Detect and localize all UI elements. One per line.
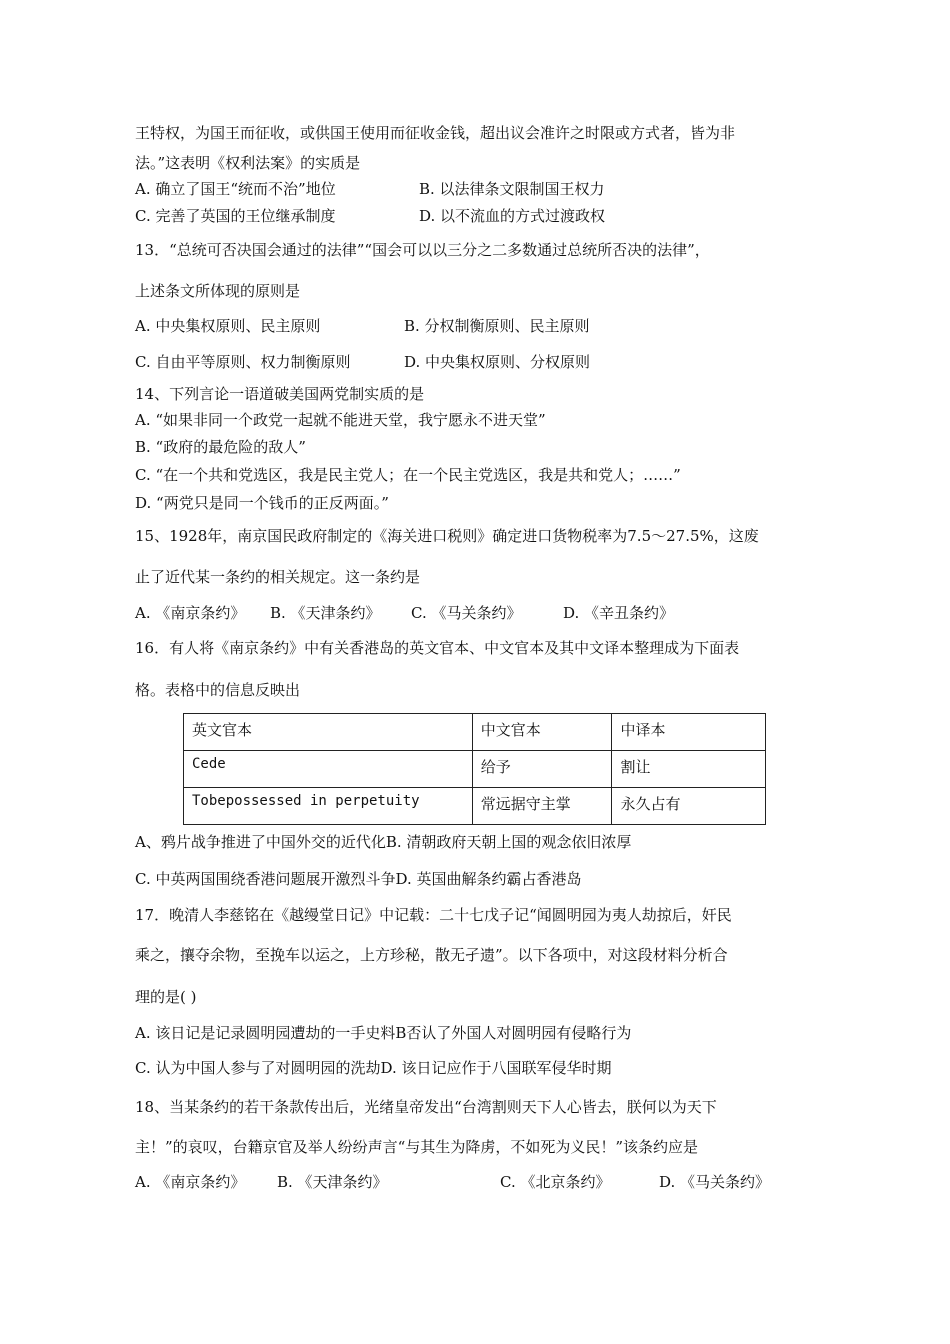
- q15-option-b: B. 《天津条约》: [270, 604, 381, 622]
- q15-option-d: D. 《辛丑条约》: [563, 604, 675, 622]
- q13-option-c: C. 自由平等原则、权力制衡原则: [135, 353, 351, 371]
- q16-options-cd: C. 中英两国围绕香港问题展开激烈斗争D. 英国曲解条约霸占香港岛: [135, 870, 582, 888]
- table-row: [184, 751, 766, 788]
- q15-option-a: A. 《南京条约》: [135, 604, 246, 622]
- q13-option-a: A. 中央集权原则、民主原则: [135, 317, 321, 335]
- table-cell: 割让: [612, 751, 766, 788]
- q15-option-c: C. 《马关条约》: [411, 604, 522, 622]
- q14-option-c: C. “在一个共和党选区，我是民主党人；在一个民主党选区，我是共和党人；……”: [135, 466, 681, 484]
- q15-stem-line-2: 止了近代某一条约的相关规定。这一条约是: [135, 568, 421, 586]
- table-header-row: [184, 714, 766, 751]
- q18-option-b: B. 《天津条约》: [277, 1173, 388, 1191]
- q12-option-a: A. 确立了国王“统而不治”地位: [135, 180, 336, 198]
- table-cell: 永久占有: [612, 788, 766, 825]
- q13-option-b: B. 分权制衡原则、民主原则: [404, 317, 590, 335]
- table-cell: 常远据守主掌: [472, 788, 612, 825]
- table-cell: 给予: [472, 751, 612, 788]
- table-header-cell: 英文官本: [184, 714, 473, 751]
- q17-stem-line-3: 理的是( ): [135, 988, 197, 1006]
- treaty-translation-table: [183, 713, 766, 825]
- table-cell: Tobepossessed in perpetuity: [184, 788, 473, 825]
- q18-option-a: A. 《南京条约》: [135, 1173, 246, 1191]
- q12-option-d: D. 以不流血的方式过渡政权: [419, 207, 606, 225]
- q14-stem: 14、下列言论一语道破美国两党制实质的是: [135, 385, 425, 403]
- table-row: [184, 788, 766, 825]
- q16-options-ab: A、鸦片战争推进了中国外交的近代化B. 清朝政府天朝上国的观念依旧浓厚: [135, 833, 632, 851]
- q13-stem-line-2: 上述条文所体现的原则是: [135, 282, 301, 300]
- q16-stem-line-2: 格。表格中的信息反映出: [135, 681, 301, 699]
- table-header-cell: 中译本: [612, 714, 766, 751]
- q13-stem-line-1: 13．“总统可否决国会通过的法律”“国会可以以三分之二多数通过总统所否决的法律”，: [135, 241, 710, 259]
- table-header-cell: 中文官本: [472, 714, 612, 751]
- q12-option-b: B. 以法律条文限制国王权力: [419, 180, 605, 198]
- q16-stem-line-1: 16．有人将《南京条约》中有关香港岛的英文官本、中文官本及其中文译本整理成为下面表: [135, 639, 740, 657]
- q14-option-d: D. “两党只是同一个钱币的正反两面。”: [135, 494, 389, 512]
- q12-text-line-1: 王特权，为国王而征收，或供国王使用而征收金钱，超出议会准许之时限或方式者，皆为非: [135, 124, 736, 142]
- q17-options-ab: A. 该日记是记录圆明园遭劫的一手史料B否认了外国人对圆明园有侵略行为: [135, 1024, 632, 1042]
- q18-option-d: D. 《马关条约》: [659, 1173, 771, 1191]
- q18-stem-line-2: 主！”的哀叹，台籍京官及举人纷纷声言“与其生为降虏，不如死为义民！”该条约应是: [135, 1138, 699, 1156]
- q18-stem-line-1: 18、当某条约的若干条款传出后，光绪皇帝发出“台湾割则天下人心皆去，朕何以为天下: [135, 1098, 717, 1116]
- q14-option-a: A. “如果非同一个政党一起就不能进天堂，我宁愿永不进天堂”: [135, 411, 546, 429]
- q17-options-cd: C. 认为中国人参与了对圆明园的洗劫D. 该日记应作于八国联军侵华时期: [135, 1059, 612, 1077]
- q17-stem-line-2: 乘之，攘夺余物，至挽车以运之，上方珍秘，散无孑遗”。以下各项中，对这段材料分析合: [135, 946, 728, 964]
- q14-option-b: B. “政府的最危险的敌人”: [135, 438, 306, 456]
- q12-option-c: C. 完善了英国的王位继承制度: [135, 207, 336, 225]
- q17-stem-line-1: 17．晚清人李慈铭在《越缦堂日记》中记载：二十七戊子记“闻圆明园为夷人劫掠后，奸民: [135, 906, 732, 924]
- q13-option-d: D. 中央集权原则、分权原则: [404, 353, 591, 371]
- q12-text-line-2: 法。”这表明《权利法案》的实质是: [135, 154, 361, 172]
- q15-stem-line-1: 15、1928年，南京国民政府制定的《海关进口税则》确定进口货物税率为7.5～27.5%，这废: [135, 527, 759, 545]
- table-cell: Cede: [184, 751, 473, 788]
- q18-option-c: C. 《北京条约》: [500, 1173, 611, 1191]
